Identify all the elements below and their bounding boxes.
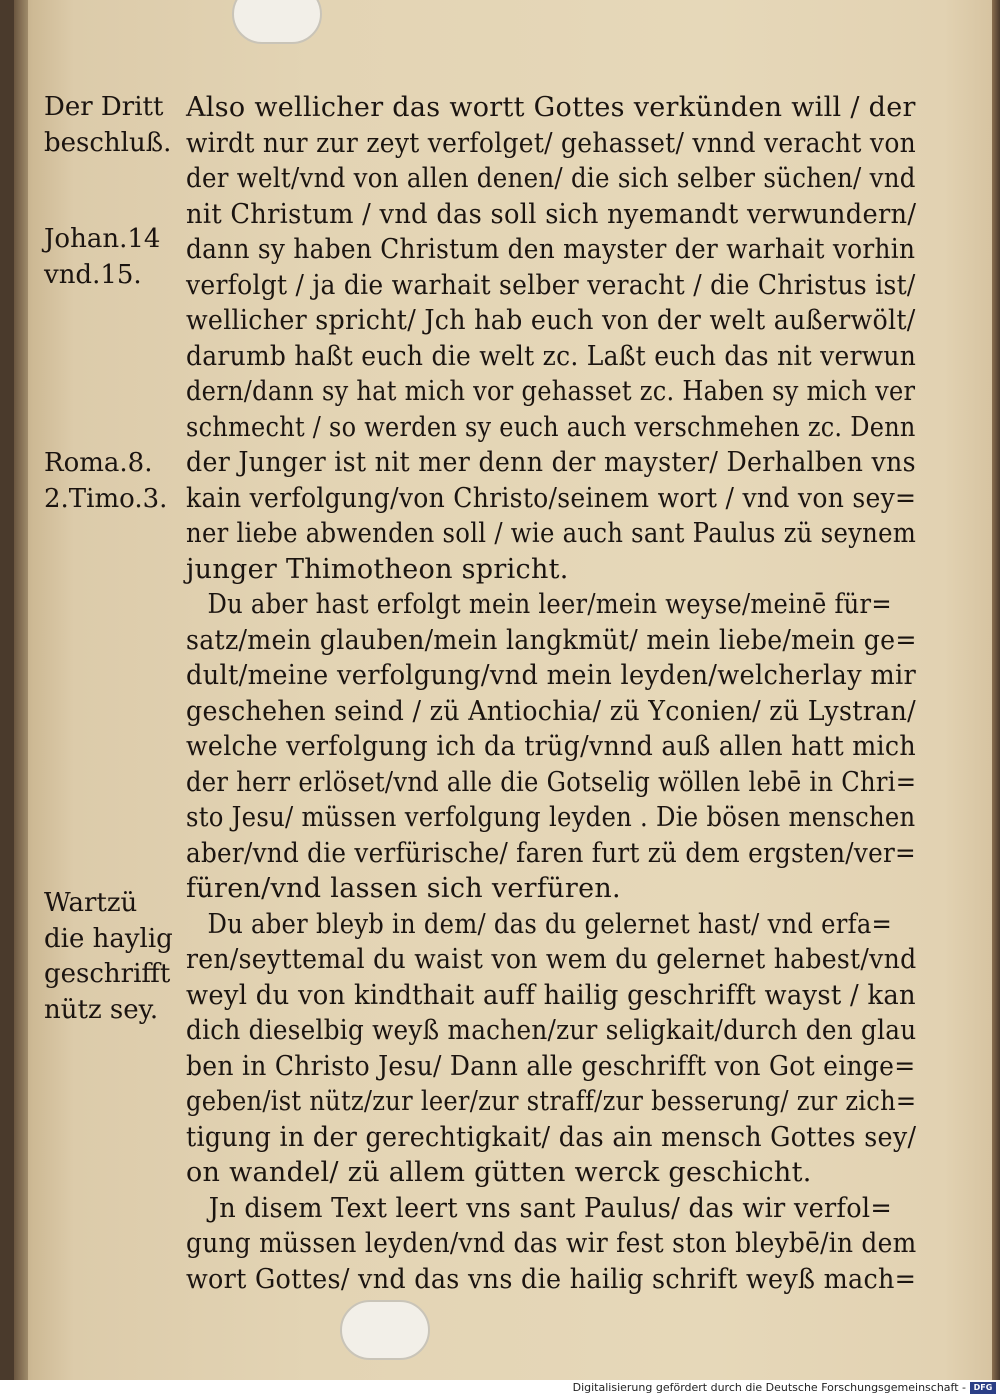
page-right-edge xyxy=(992,0,1000,1380)
text-line: ben in Christo Jesu/ Dann alle geschrifft von Got einge= xyxy=(186,1050,916,1082)
margin-note-line: geschrifft xyxy=(44,959,171,989)
text-line: dich dieselbig weyß machen/zur seligkait/durch den glau xyxy=(186,1015,917,1046)
text-line: der herr erlöset/vnd alle die Gotselig wöllen lebē in Chri= xyxy=(186,766,917,798)
text-line: ner liebe abwenden soll / wie auch sant Paulus zü seynem xyxy=(186,518,917,549)
text-line: füren/vnd lassen sich verfüren. xyxy=(186,873,621,904)
text-line: junger Thimotheon spricht. xyxy=(186,553,569,585)
margin-note-line: Wartzü xyxy=(44,888,138,918)
margin-note-line: vnd.15. xyxy=(44,259,142,290)
margin-note-line: 2.Timo.3. xyxy=(44,483,168,514)
margin-note-line: Johan.14 xyxy=(44,224,161,254)
margin-note-john-reference xyxy=(44,222,184,293)
text-line: der welt/vnd von allen denen/ die sich selber süchen/ vnd xyxy=(186,163,916,194)
text-line: wellicher spricht/ Jch hab euch von der welt außerwölt/ xyxy=(186,305,916,336)
text-line: wirdt nur zur zeyt verfolget/ gehasset/ vnnd veracht von xyxy=(186,127,916,159)
margin-note-line: Roma.8. xyxy=(44,448,153,478)
text-line: weyl du von kindthait auff hailig geschrifft wayst / kan xyxy=(186,979,916,1011)
text-line: nit Christum / vnd das soll sich nyemandt verwundern/ xyxy=(186,198,917,230)
text-line: Du aber bleyb in dem/ das du gelernet hast/ vnd erfa= xyxy=(207,908,893,940)
text-line: Also wellicher das wortt Gottes verkünden will / der xyxy=(186,92,916,123)
margin-note-line: beschluß. xyxy=(44,127,172,158)
text-line: Jn disem Text leert vns sant Paulus/ das wir verfol= xyxy=(208,1192,893,1224)
text-line: verfolgt / ja die warhait selber veracht / die Christus ist/ xyxy=(186,269,916,301)
text-line: gung müssen leyden/vnd das wir fest ston bleybē/in dem xyxy=(186,1228,917,1259)
text-line: ren/seyttemal du waist von wem du gelernet habest/vnd xyxy=(186,944,917,975)
margin-note-romans-timothy-reference xyxy=(44,446,184,517)
text-line: wort Gottes/ vnd das vns die hailig schrift weyß mach= xyxy=(186,1263,917,1295)
margin-note-line: Der Dritt xyxy=(44,92,164,122)
margin-note-scripture-purpose xyxy=(44,886,184,1028)
text-line: geschehen seind / zü Antiochia/ zü Yconien/ zü Lystran/ xyxy=(186,695,916,727)
text-line: aber/vnd die verfürische/ faren furt zü dem ergsten/ver= xyxy=(186,837,916,869)
dfg-logo: DFG xyxy=(970,1382,996,1394)
margin-note-line: nütz sey. xyxy=(44,994,159,1025)
text-line: welche verfolgung ich da trüg/vnnd auß allen hatt mich xyxy=(186,731,916,762)
main-text-block xyxy=(186,90,916,1297)
text-line: der Junger ist nit mer denn der mayster/ Derhalben vns xyxy=(186,447,916,478)
top-page-clip xyxy=(232,0,322,44)
text-line: tigung in der gerechtigkait/ das ain mensch Gottes sey/ xyxy=(186,1121,917,1153)
bottom-page-clip xyxy=(340,1300,430,1360)
digitization-footer xyxy=(0,1380,1000,1397)
margin-note-third-conclusion xyxy=(44,90,184,161)
text-line: on wandel/ zü allem gütten werck geschicht. xyxy=(186,1157,812,1188)
text-line: satz/mein glauben/mein langkmüt/ mein liebe/mein ge= xyxy=(186,624,917,656)
text-line: kain verfolgung/von Christo/seinem wort / vnd von sey= xyxy=(186,482,917,514)
text-line: geben/ist nütz/zur leer/zur straff/zur besserung/ zur zich= xyxy=(186,1086,917,1117)
funding-credit: Digitalisierung gefördert durch die Deutsche Forschungsgemeinschaft - xyxy=(572,1381,966,1394)
margin-note-line: die haylig xyxy=(44,923,173,954)
text-line: dern/dann sy hat mich vor gehasset zc. Haben sy mich ver xyxy=(186,376,916,407)
text-line: dult/meine verfolgung/vnd mein leyden/welcherlay mir xyxy=(186,660,917,691)
text-line: Du aber hast erfolgt mein leer/mein weyse/meinē für= xyxy=(207,589,892,620)
page-gutter xyxy=(14,0,28,1380)
text-line: sto Jesu/ müssen verfolgung leyden . Die bösen menschen xyxy=(186,802,916,833)
text-line: schmecht / so werden sy euch auch verschmehen zc. Denn xyxy=(186,411,916,443)
text-line: dann sy haben Christum den mayster der warhait vorhin xyxy=(186,234,916,265)
text-line: darumb haßt euch die welt zc. Laßt euch das nit verwun xyxy=(186,340,917,372)
